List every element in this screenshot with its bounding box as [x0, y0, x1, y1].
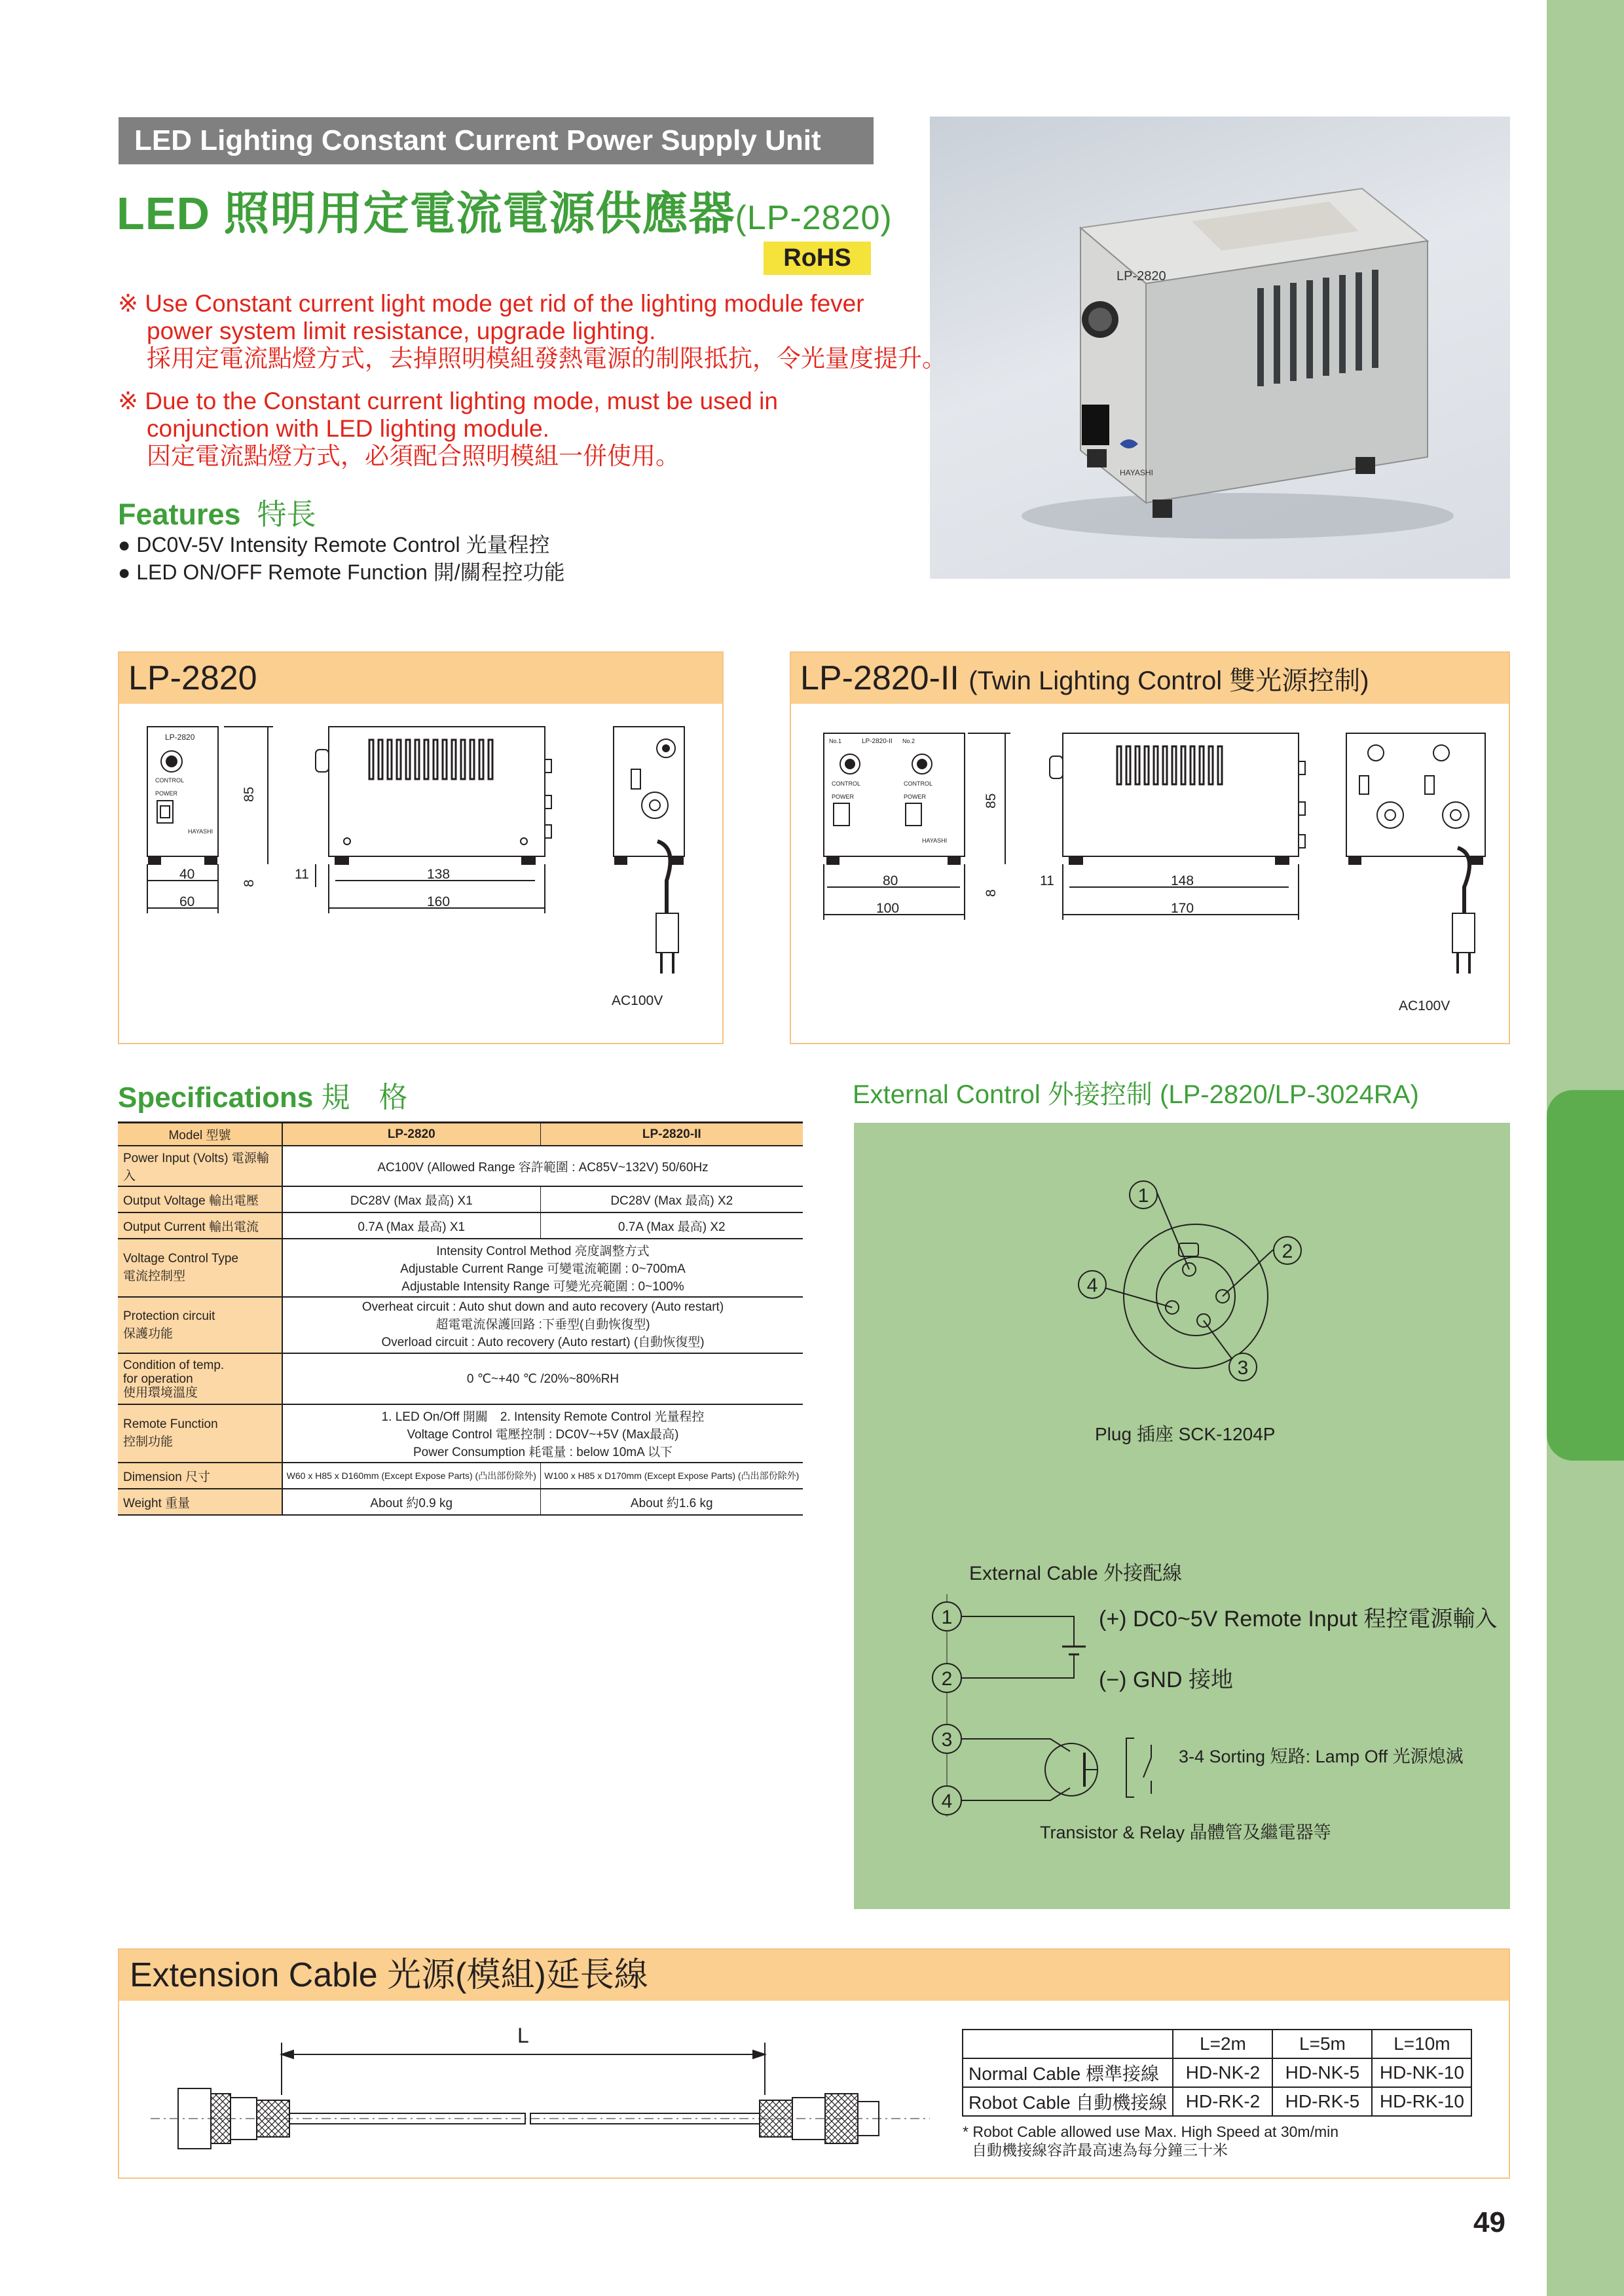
spec-value-line: 超電電流保護回路 :下垂型(自動恢復型) [435, 1318, 650, 1332]
wire-plus-label: (+) DC0~5V Remote Input 程控電源輸入 [1099, 1607, 1498, 1631]
spec-label-line: 使用環境溫度 [123, 1385, 198, 1400]
cable-length-label: L [517, 2024, 529, 2047]
spec-header-model: Model 型號 [118, 1123, 282, 1146]
dim-foot: 8 [242, 879, 257, 887]
cable-pin-1: 1 [941, 1607, 953, 1628]
spec-row [118, 1489, 803, 1515]
feature-item: ● DC0V-5V Intensity Remote Control 光量程控 [118, 533, 550, 556]
spec-value-2: W100 x H85 x D170mm (Except Expose Parts) (凸出部份除外) [540, 1463, 803, 1489]
lp2820ii-power-1: POWER [832, 793, 855, 800]
note-1-mark: ※ [118, 290, 139, 317]
cable-pin-2: 2 [941, 1668, 953, 1690]
model-number: (LP-2820) [735, 199, 893, 237]
note-1-en-1: Use Constant current light mode get rid of the lighting module fever [145, 290, 864, 317]
cable-note-line-2: 自動機接線容許最高速為每分鐘三十米 [972, 2141, 1228, 2159]
spec-label-line: Protection circuit [123, 1309, 215, 1323]
spec-value: AC100V (Allowed Range 容許範圍 : AC85V~132V) 50/60Hz [282, 1146, 803, 1186]
photo-panel-label: LP-2820 [1116, 269, 1166, 283]
cable-code: HD-RK-5 [1272, 2087, 1372, 2116]
lp2820ii-power-2: POWER [904, 793, 927, 800]
note-2-en-2: conjunction with LED lighting module. [147, 415, 549, 442]
spec-label: Output Voltage 輸出電壓 [118, 1186, 282, 1212]
spec-header-row [118, 1123, 803, 1146]
note-2-en-1: Due to the Constant current lighting mode, must be used in [145, 388, 778, 414]
specifications-table [118, 1121, 803, 1516]
product-illustration [930, 117, 1510, 579]
lp2820-front-label: LP-2820 [165, 733, 195, 742]
note-1-cn: 採用定電流點燈方式，去掉照明模組發熱電源的制限抵抗，令光量度提升。 [147, 345, 946, 372]
side-section-tab [1547, 1090, 1624, 1461]
spec-value-2: About 約1.6 kg [540, 1489, 803, 1515]
spec-value-1: W60 x H85 x D160mm (Except Expose Parts) (凸出部份除外) [282, 1463, 540, 1489]
plug-label: Plug 插座 SCK-1204P [1095, 1424, 1276, 1444]
cable-table-row [963, 2087, 1471, 2116]
specs-title: Specifications [118, 1082, 314, 1114]
dim2-11: 11 [1040, 873, 1054, 888]
note-2-mark: ※ [118, 388, 139, 414]
spec-label-line: 電流控制型 [123, 1269, 186, 1283]
spec-value-2: 0.7A (Max 最高) X2 [540, 1212, 803, 1239]
external-control-diagram [854, 1123, 1510, 1909]
spec-value [282, 1239, 803, 1297]
spec-row [118, 1404, 803, 1463]
spec-header-col2: LP-2820-II [540, 1123, 803, 1146]
lp2820ii-box-title [791, 653, 1509, 704]
spec-row [118, 1146, 803, 1186]
spec-label-line: Remote Function [123, 1417, 218, 1431]
cable-pin-3: 3 [941, 1729, 953, 1751]
english-title-banner: LED Lighting Constant Current Power Supply Unit [119, 117, 874, 164]
plug-pin-1: 1 [1137, 1185, 1149, 1207]
spec-value-line: 1. LED On/Off 開關 2. Intensity Remote Control 光量程控 [381, 1410, 705, 1424]
spec-value-1: About 約0.9 kg [282, 1489, 540, 1515]
cable-code: HD-RK-2 [1173, 2087, 1272, 2116]
photo-brand: HAYASHI [1120, 468, 1153, 477]
lp2820-control-label: CONTROL [155, 777, 185, 784]
chinese-title [117, 177, 893, 243]
spec-value-line: Voltage Control 電壓控制 : DC0V~+5V (Max最高) [407, 1428, 679, 1442]
lp2820ii-no1: No.1 [829, 738, 842, 744]
note-1-line-1 [118, 290, 946, 318]
cable-header-10m: L=10m [1372, 2030, 1471, 2058]
spec-label-line: 保護功能 [123, 1326, 174, 1341]
spec-header-col1: LP-2820 [282, 1123, 540, 1146]
spec-label: Weight 重量 [118, 1489, 282, 1515]
cable-code: HD-NK-2 [1173, 2058, 1272, 2087]
plug-pin-3: 3 [1237, 1357, 1249, 1379]
lp2820ii-front-label: LP-2820-II [862, 738, 893, 745]
lp2820ii-plug-label: AC100V [1399, 998, 1450, 1013]
spec-value [282, 1404, 803, 1463]
features-title: Features [118, 498, 241, 531]
dim2-height: 85 [984, 793, 999, 809]
dim-170: 170 [1171, 901, 1194, 916]
rohs-badge: RoHS [764, 242, 871, 275]
page-number: 49 [1473, 2206, 1505, 2238]
spec-value-line: Adjustable Current Range 可變電流範圍 : 0~700mA [400, 1262, 686, 1276]
spec-label-line: Condition of temp. [123, 1358, 225, 1372]
spec-row [118, 1463, 803, 1489]
lp2820-dimension-drawing [119, 704, 722, 1043]
features-heading [118, 490, 316, 533]
spec-label: Output Current 輸出電流 [118, 1212, 282, 1239]
cable-table-row [963, 2058, 1471, 2087]
spec-row [118, 1186, 803, 1212]
lp2820ii-control-1: CONTROL [832, 780, 861, 787]
lp2820ii-no2: No.2 [902, 738, 915, 744]
dim-11: 11 [295, 867, 309, 882]
note-2 [118, 388, 778, 470]
external-cable-title: External Cable 外接配線 [969, 1563, 1183, 1584]
lp2820ii-title: LP-2820-II [800, 659, 959, 697]
cable-note-line-1: * Robot Cable allowed use Max. High Speed at 30m/min [963, 2123, 1339, 2140]
note-1 [118, 290, 946, 373]
spec-label [118, 1297, 282, 1353]
dim-height: 85 [242, 786, 257, 802]
plug-pin-2: 2 [1282, 1241, 1293, 1262]
spec-label-line: Voltage Control Type [123, 1252, 239, 1266]
spec-value-line: Overload circuit : Auto recovery (Auto restart) (自動恢復型) [381, 1336, 705, 1349]
note-2-cn: 因定電流點燈方式，必須配合照明模組一併使用。 [147, 443, 680, 469]
spec-label [118, 1404, 282, 1463]
dim-100: 100 [876, 901, 900, 916]
lp2820-box-title: LP-2820 [119, 653, 722, 704]
dim-40: 40 [179, 867, 195, 882]
extension-cable-drawing [144, 2023, 943, 2160]
features-title-cn: 特長 [257, 498, 316, 531]
lp2820ii-dimension-drawing [791, 704, 1509, 1043]
specifications-heading [118, 1074, 408, 1116]
spec-label-line: for operation [123, 1372, 193, 1386]
spec-value: 0 ℃~+40 ℃ /20%~80%RH [282, 1353, 803, 1404]
lp2820ii-drawing-box [790, 651, 1510, 1044]
spec-label: Dimension 尺寸 [118, 1463, 282, 1489]
lp2820-drawing-box [118, 651, 724, 1044]
lp2820ii-brand: HAYASHI [922, 837, 948, 844]
lp2820-brand: HAYASHI [188, 828, 213, 835]
lp2820ii-control-2: CONTROL [904, 780, 933, 787]
transistor-label: Transistor & Relay 晶體管及繼電器等 [1040, 1823, 1331, 1842]
lp2820-power-label: POWER [155, 790, 178, 797]
cable-header-blank [963, 2030, 1173, 2058]
cable-type-label: Normal Cable 標準接線 [963, 2058, 1173, 2087]
cable-table-header [963, 2030, 1471, 2058]
spec-label: Power Input (Volts) 電源輸入 [118, 1146, 282, 1186]
cable-note [963, 2123, 1338, 2159]
spec-row [118, 1353, 803, 1404]
spec-value-line: Intensity Control Method 亮度調整方式 [436, 1245, 650, 1258]
spec-row [118, 1239, 803, 1297]
dim-160: 160 [427, 894, 451, 909]
lp2820-plug-label: AC100V [612, 993, 663, 1008]
plug-pin-4: 4 [1086, 1275, 1098, 1296]
feature-item: ● LED ON/OFF Remote Function 開/關程控功能 [118, 560, 565, 584]
spec-value-line: Adjustable Intensity Range 可變光亮範圍 : 0~100% [401, 1280, 684, 1294]
spec-value-1: DC28V (Max 最高) X1 [282, 1186, 540, 1212]
spec-value-line: Power Consumption 耗電量 : below 10mA 以下 [413, 1446, 673, 1459]
specs-title-cn: 規 格 [321, 1082, 408, 1114]
cable-code: HD-NK-5 [1272, 2058, 1372, 2087]
cable-header-5m: L=5m [1272, 2030, 1372, 2058]
lp2820ii-subtitle: (Twin Lighting Control 雙光源控制) [969, 666, 1369, 695]
spec-row [118, 1297, 803, 1353]
spec-value-line: Overheat circuit : Auto shut down and auto recovery (Auto restart) [361, 1300, 724, 1314]
dim-138: 138 [427, 867, 451, 882]
spec-label [118, 1353, 282, 1404]
dim2-foot: 8 [984, 889, 999, 897]
external-control-heading: External Control 外接控制 (LP-2820/LP-3024RA) [853, 1080, 1419, 1109]
spec-label [118, 1239, 282, 1297]
spec-value [282, 1297, 803, 1353]
dim-60: 60 [179, 894, 195, 909]
sorting-label: 3-4 Sorting 短路: Lamp Off 光源熄滅 [1179, 1747, 1464, 1766]
chinese-title-text: LED 照明用定電流電源供應器 [117, 188, 735, 239]
cable-type-label: Robot Cable 自動機接線 [963, 2087, 1173, 2116]
spec-value-2: DC28V (Max 最高) X2 [540, 1186, 803, 1212]
cable-pin-4: 4 [941, 1791, 953, 1812]
note-1-en-2: power system limit resistance, upgrade lighting. [147, 318, 656, 344]
dim-80: 80 [883, 873, 898, 888]
dim-148: 148 [1171, 873, 1194, 888]
spec-label-line: 控制功能 [123, 1435, 174, 1449]
cable-header-2m: L=2m [1173, 2030, 1272, 2058]
cable-code: HD-RK-10 [1372, 2087, 1471, 2116]
spec-row [118, 1212, 803, 1239]
product-photo [930, 117, 1510, 579]
extension-cable-table [962, 2029, 1472, 2117]
external-control-panel [854, 1123, 1510, 1909]
extension-cable-heading: Extension Cable 光源(模組)延長線 [119, 1950, 1509, 2001]
cable-code: HD-NK-10 [1372, 2058, 1471, 2087]
wire-minus-label: (−) GND 接地 [1099, 1667, 1233, 1692]
note-2-line-1 [118, 388, 778, 415]
spec-value-1: 0.7A (Max 最高) X1 [282, 1212, 540, 1239]
